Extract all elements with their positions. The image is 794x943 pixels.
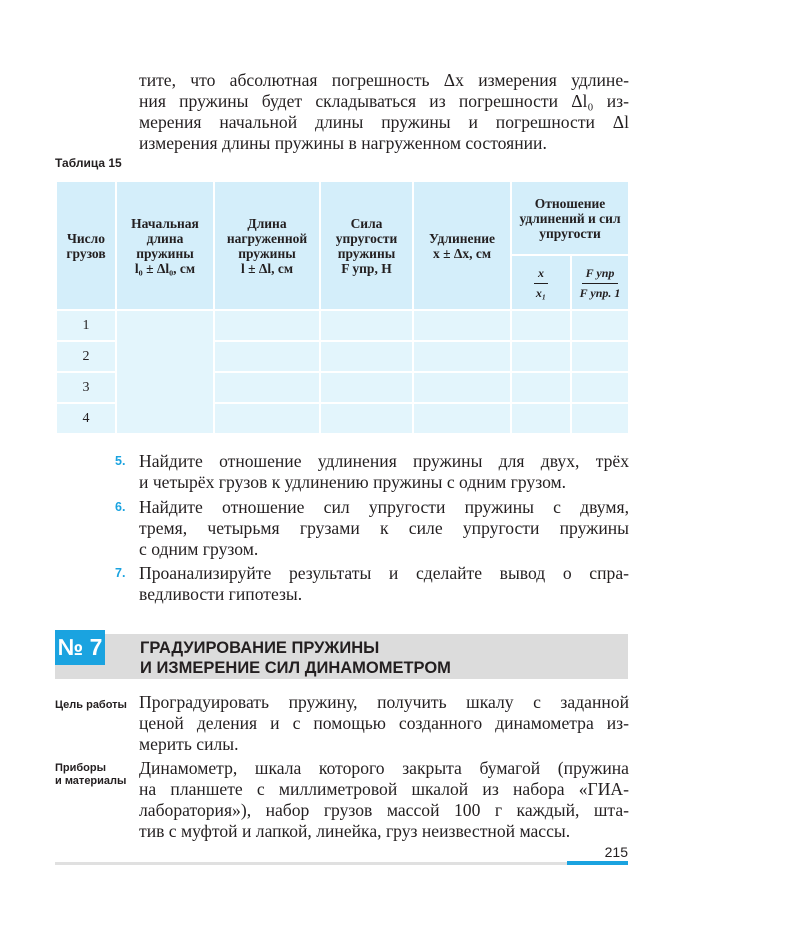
text-line: мерить силы. — [139, 734, 239, 754]
cell-count: 2 — [56, 341, 116, 372]
footer-accent-bar — [567, 861, 628, 865]
cell-ratio-x[interactable] — [511, 310, 571, 341]
step-text — [139, 497, 629, 560]
lab-title — [140, 638, 451, 678]
text-line: с одним грузом. — [139, 539, 259, 559]
cell-elongation[interactable] — [413, 341, 511, 372]
step-number: 7. — [115, 566, 126, 580]
text-line: измерения длины пружины в нагруженном состоянии. — [139, 133, 547, 153]
cell-elongation[interactable] — [413, 310, 511, 341]
cell-force[interactable] — [320, 341, 413, 372]
header-elongation — [413, 181, 511, 310]
cell-ratio-x[interactable] — [511, 341, 571, 372]
header-elongation-unit: x ± Δx, см — [432, 245, 492, 261]
fraction-x: $\frac{x}{\text{x₁}}$ — [535, 265, 547, 300]
cell-ratio-x[interactable] — [511, 403, 571, 434]
page-number: 215 — [604, 844, 628, 860]
cell-loaded-length[interactable] — [214, 341, 320, 372]
cell-initial-length[interactable] — [116, 310, 214, 434]
step-text — [139, 563, 629, 605]
text-line: лаборатория»), набор грузов массой 100 г каждый, шта- — [139, 800, 629, 820]
text-line: и четырёх грузов к удлинению пружины с одним грузом. — [139, 472, 567, 492]
text-line: ценой деления и с помощью созданного динамометра из- — [139, 713, 629, 733]
cell-ratio-x[interactable] — [511, 372, 571, 403]
header-elongation-label: Удлинение — [428, 230, 496, 246]
table-row — [56, 310, 629, 341]
cell-ratio-f[interactable] — [571, 341, 629, 372]
step-6 — [115, 497, 629, 560]
text-line: тремя, четырьмя грузами к силе упругости пружины — [139, 518, 629, 538]
header-force-unit: F упр, Н — [341, 260, 392, 276]
intro-paragraph — [139, 70, 629, 154]
cell-force[interactable] — [320, 372, 413, 403]
cell-elongation[interactable] — [413, 372, 511, 403]
cell-count: 3 — [56, 372, 116, 403]
text-line: тив с муфтой и лапкой, линейка, груз неизвестной массы. — [139, 821, 571, 841]
text-line: Найдите отношение сил упругости пружины с двумя, — [139, 497, 629, 517]
cell-count: 4 — [56, 403, 116, 434]
header-initial-length-unit: l₀ ± Δl₀, см — [134, 260, 196, 276]
text-line: тите, что абсолютная погрешность Δx измерения удлине- — [139, 70, 629, 90]
table-caption: Таблица 15 — [55, 156, 122, 170]
header-loaded-length-unit: l ± Δl, см — [240, 260, 294, 276]
text-line: Найдите отношение удлинения пружины для двух, трёх — [139, 451, 629, 471]
header-ratio-x — [511, 255, 571, 310]
text-line: Проанализируйте результаты и сделайте вывод о спра- — [139, 563, 629, 583]
step-5 — [115, 451, 629, 493]
fraction-f: $\frac{\text{F упр}}{\text{F упр. 1}}$ — [579, 265, 621, 300]
text-line: Динамометр, шкала которого закрыта бумагой (пружина — [139, 758, 629, 778]
header-force — [320, 181, 413, 310]
header-loaded-length-label: Длина нагруженной пружины — [226, 215, 308, 261]
data-table — [55, 180, 630, 435]
cell-loaded-length[interactable] — [214, 372, 320, 403]
materials-text — [139, 758, 629, 842]
cell-ratio-f[interactable] — [571, 403, 629, 434]
header-ratio-f — [571, 255, 629, 310]
text-line: ния пружины будет складываться из погрешности Δl₀ из- — [139, 91, 629, 111]
lab-number-badge: № 7 — [55, 630, 105, 665]
materials-label — [55, 762, 126, 788]
goal-text — [139, 692, 629, 755]
text-line: Проградуировать пружину, получить шкалу с заданной — [139, 692, 629, 712]
cell-force[interactable] — [320, 310, 413, 341]
cell-force[interactable] — [320, 403, 413, 434]
step-7 — [115, 563, 629, 605]
cell-elongation[interactable] — [413, 403, 511, 434]
header-ratio-group: Отношение удлинений и сил упругости — [511, 181, 629, 255]
goal-label: Цель работы — [55, 699, 127, 711]
footer-divider — [55, 862, 567, 865]
header-force-label: Сила упругости пружины — [335, 215, 398, 261]
cell-loaded-length[interactable] — [214, 310, 320, 341]
step-text — [139, 451, 629, 493]
cell-count: 1 — [56, 310, 116, 341]
text-line: на планшете с миллиметровой шкалой из набора «ГИА- — [139, 779, 629, 799]
lab-title-line: И ИЗМЕРЕНИЕ СИЛ ДИНАМОМЕТРОМ — [140, 659, 451, 677]
cell-ratio-f[interactable] — [571, 310, 629, 341]
step-number: 6. — [115, 500, 126, 514]
header-count: Число грузов — [56, 181, 116, 310]
materials-label-line: и материалы — [55, 775, 127, 787]
header-initial-length — [116, 181, 214, 310]
header-initial-length-label: Начальная длина пружины — [131, 215, 199, 261]
text-line: мерения начальной длины пружины и погрешности Δl — [139, 112, 629, 132]
lab-title-line: ГРАДУИРОВАНИЕ ПРУЖИНЫ — [140, 639, 380, 657]
materials-label-line: Приборы — [55, 762, 107, 774]
cell-ratio-f[interactable] — [571, 372, 629, 403]
text-line: ведливости гипотезы. — [139, 584, 303, 604]
header-loaded-length — [214, 181, 320, 310]
step-number: 5. — [115, 454, 126, 468]
cell-loaded-length[interactable] — [214, 403, 320, 434]
